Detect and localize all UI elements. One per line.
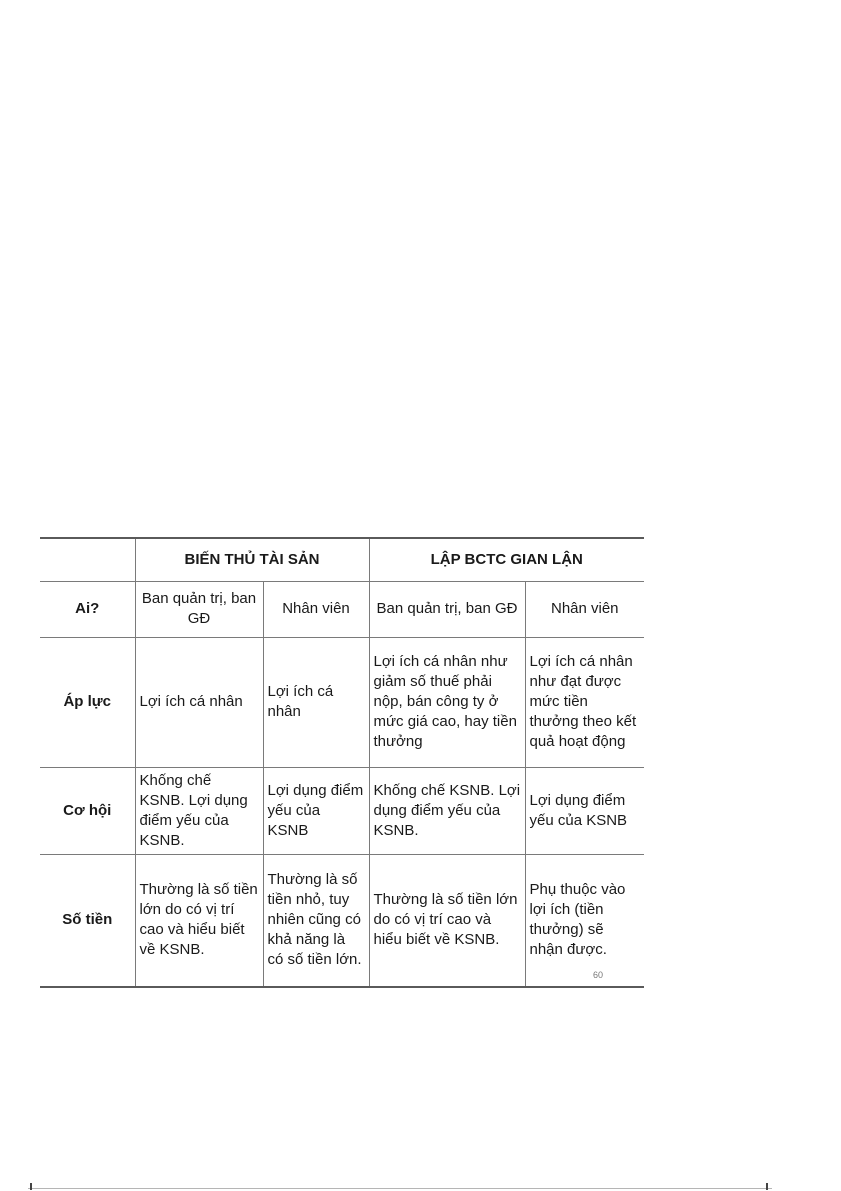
group-header-fraudulent-reporting: LẬP BCTC GIAN LẬN — [369, 538, 644, 581]
row-header-pressure: Áp lực — [40, 637, 135, 767]
table-cell: Thường là số tiền lớn do có vị trí cao và hiểu biết về KSNB. — [135, 854, 263, 987]
table-cell: Phụ thuộc vào lợi ích (tiền thưởng) sẽ nhận được. — [525, 854, 644, 987]
table-cell: Khống chế KSNB. Lợi dụng điểm yếu của KSNB. — [135, 767, 263, 854]
page-corner-mark — [30, 1183, 32, 1190]
who-cell: Ban quản trị, ban GĐ — [369, 581, 525, 637]
group-header-asset-misappropriation: BIẾN THỦ TÀI SẢN — [135, 538, 369, 581]
table-cell: Lợi ích cá nhân như đạt được mức tiền thưởng theo kết quả hoạt động — [525, 637, 644, 767]
who-cell: Nhân viên — [263, 581, 369, 637]
table-cell: Lợi ích cá nhân như giảm số thuế phải nộp, bán công ty ở mức giá cao, hay tiền thưởng — [369, 637, 525, 767]
pressure-row — [40, 637, 644, 767]
table-cell: Lợi dụng điểm yếu của KSNB — [525, 767, 644, 854]
table-cell: Lợi dụng điểm yếu của KSNB — [263, 767, 369, 854]
who-row — [40, 581, 644, 637]
table-cell: Lợi ích cá nhân — [263, 637, 369, 767]
page-corner-mark — [766, 1183, 768, 1190]
row-header-amount: Số tiền — [40, 854, 135, 987]
amount-row — [40, 854, 644, 987]
bottom-rule — [28, 1188, 772, 1189]
row-header-opportunity: Cơ hội — [40, 767, 135, 854]
table-cell: Thường là số tiền lớn do có vị trí cao và hiểu biết về KSNB. — [369, 854, 525, 987]
fraud-comparison-table — [40, 537, 644, 988]
table-cell: Khống chế KSNB. Lợi dụng điểm yếu của KSNB. — [369, 767, 525, 854]
corner-cell — [40, 538, 135, 581]
table-cell: Thường là số tiền nhỏ, tuy nhiên cũng có khả năng là có số tiền lớn. — [263, 854, 369, 987]
who-cell: Ban quản trị, ban GĐ — [135, 581, 263, 637]
slide-image — [40, 537, 644, 986]
slide-page-number: 60 — [592, 970, 603, 980]
group-header-row — [40, 538, 644, 581]
who-cell: Nhân viên — [525, 581, 644, 637]
row-header-who: Ai? — [40, 581, 135, 637]
opportunity-row — [40, 767, 644, 854]
table-cell: Lợi ích cá nhân — [135, 637, 263, 767]
